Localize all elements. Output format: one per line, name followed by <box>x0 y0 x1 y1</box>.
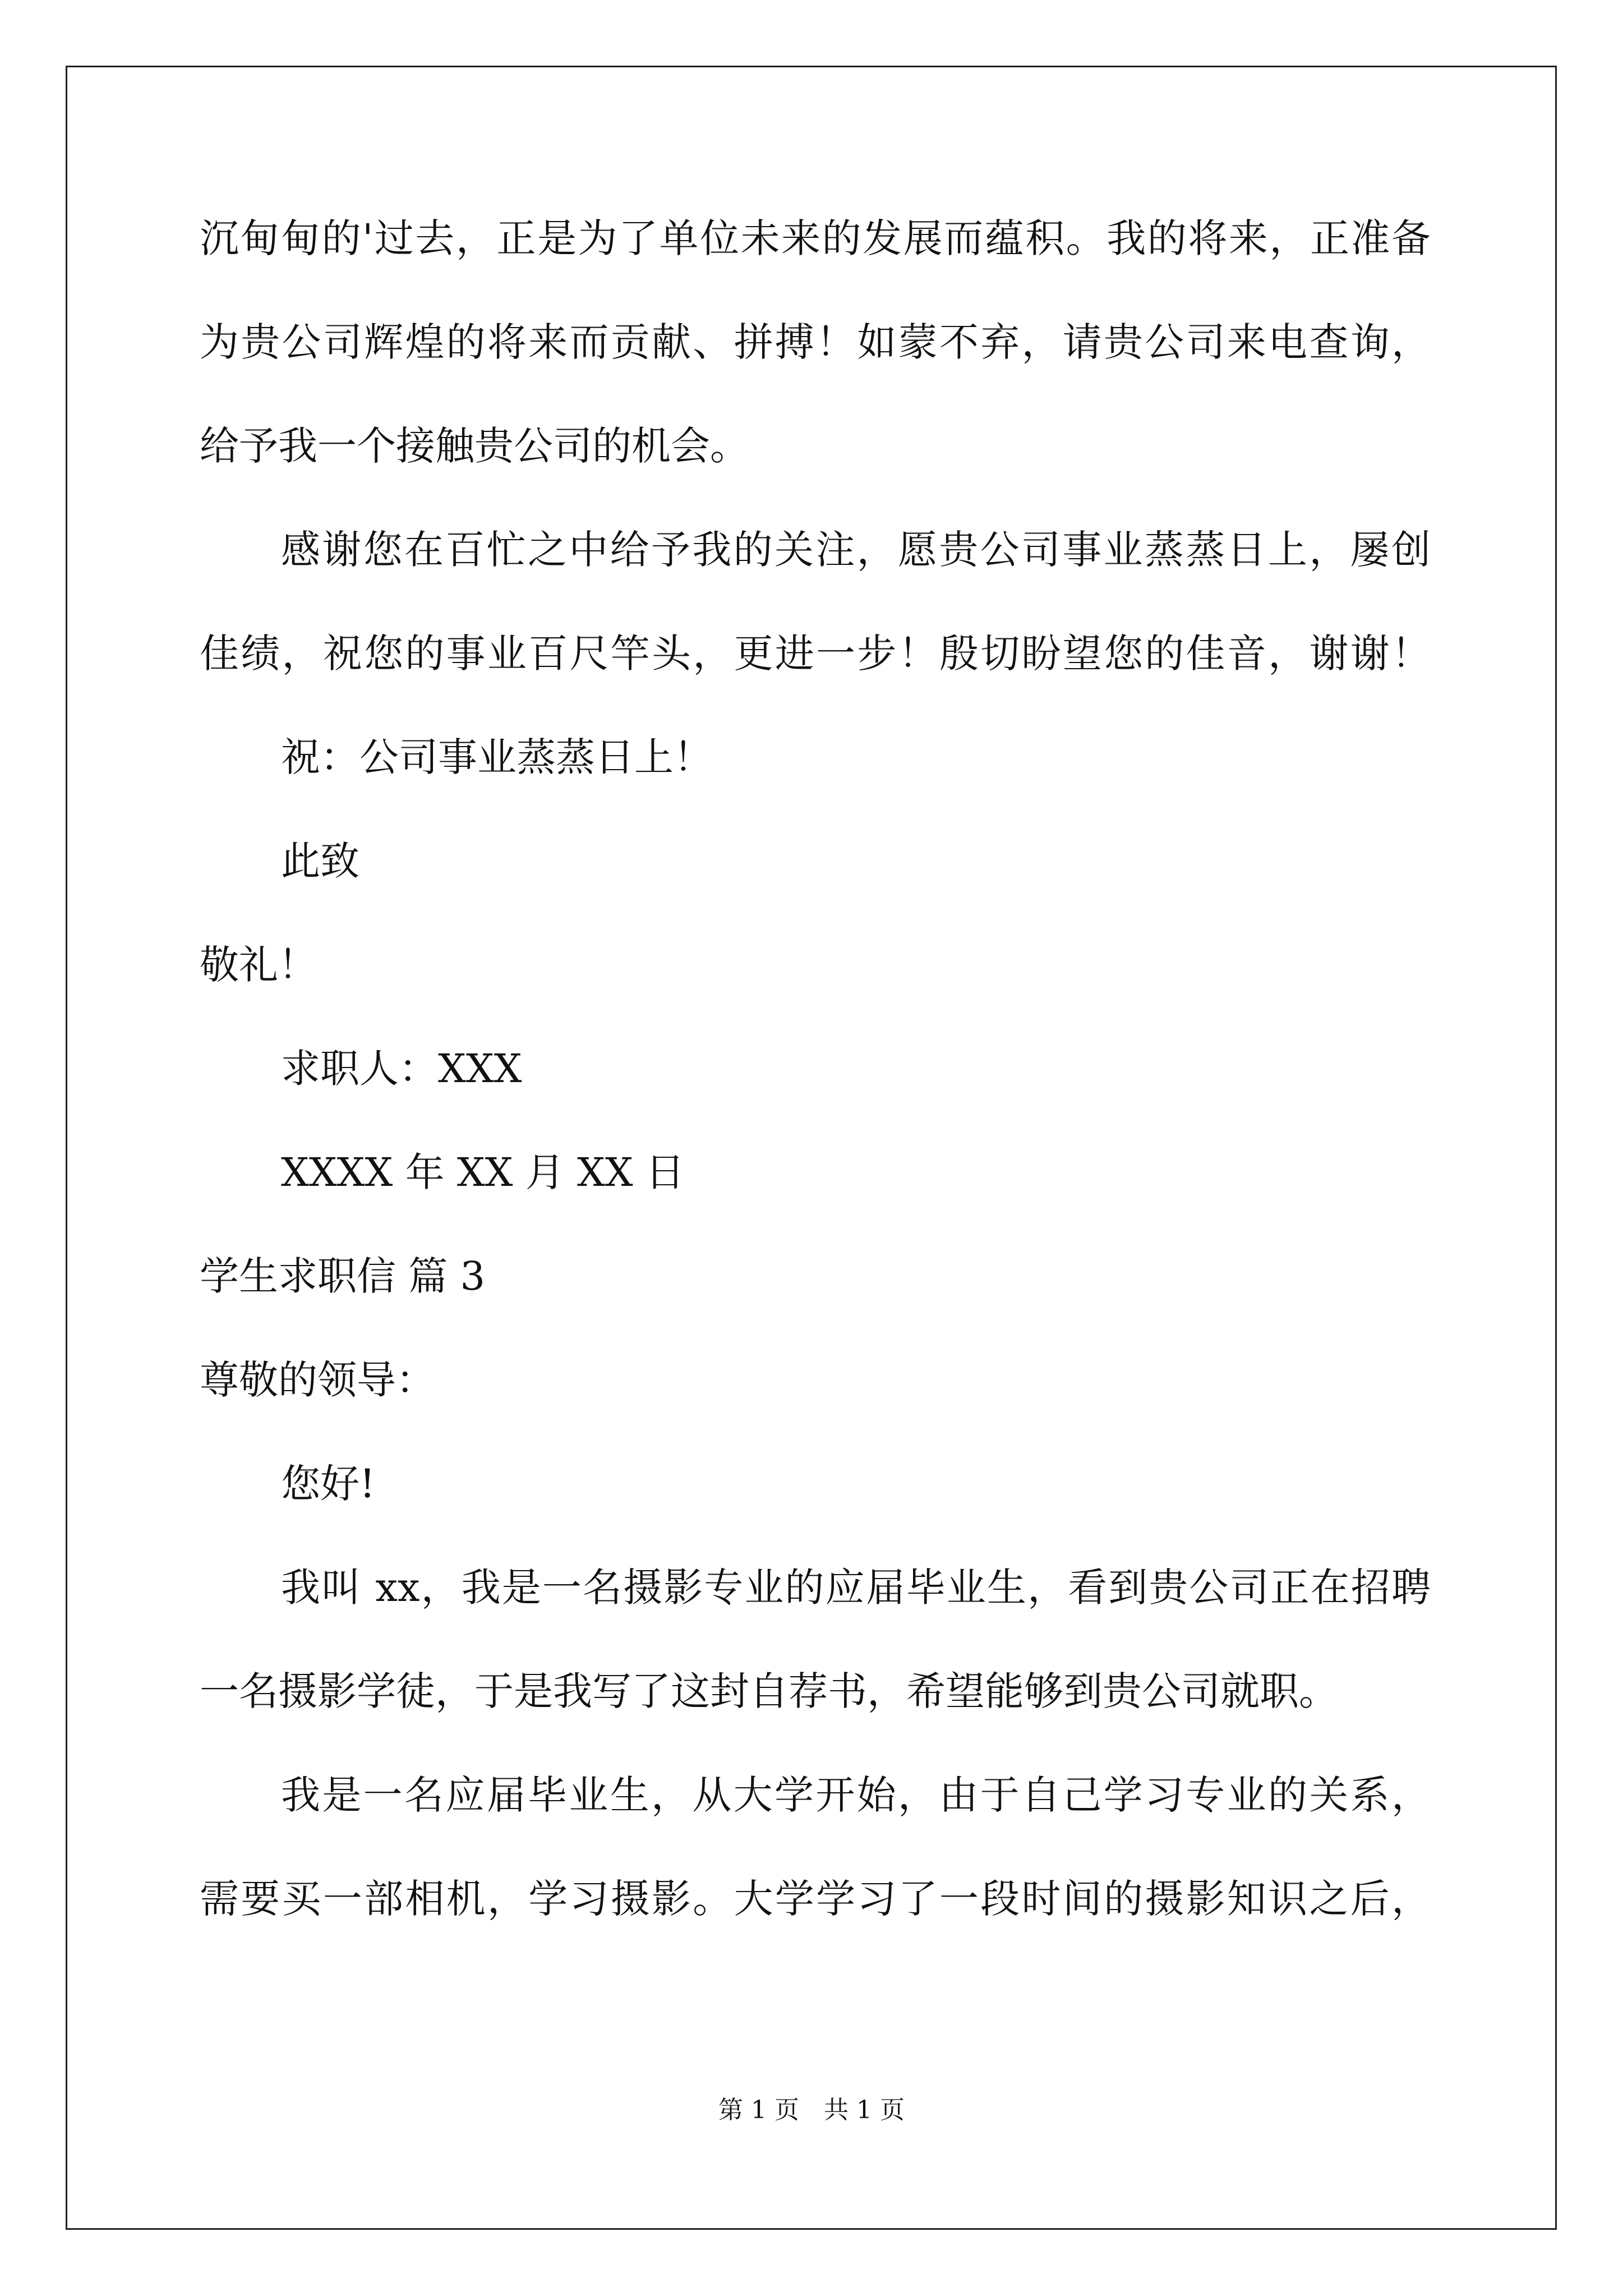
text-line: 我叫 xx，我是一名摄影专业的应届毕业生，看到贵公司正在招聘 <box>281 1565 1431 1611</box>
text-line: 佳绩，祝您的事业百尺竿头，更进一步！殷切盼望您的佳音，谢谢！ <box>200 631 1431 677</box>
text-line: 敬礼！ <box>200 942 317 988</box>
text-line: 一名摄影学徒，于是我写了这封自荐书，希望能够到贵公司就职。 <box>200 1668 1338 1714</box>
text-line: 尊敬的领导： <box>200 1357 435 1403</box>
text-line: 求职人：XXX <box>281 1046 522 1092</box>
text-line: 需要买一部相机，学习摄影。大学学习了一段时间的摄影知识之后， <box>200 1876 1431 1922</box>
page-footer: 第 1 页 共 1 页 <box>718 2096 905 2124</box>
text-line: 为贵公司辉煌的将来而贡献、拼搏！如蒙不弃，请贵公司来电查询， <box>200 319 1431 365</box>
text-line: 此致 <box>281 838 359 884</box>
text-line: 感谢您在百忙之中给予我的关注，愿贵公司事业蒸蒸日上，屡创 <box>281 527 1431 573</box>
text-line: XXXX 年 XX 月 XX 日 <box>281 1149 685 1195</box>
text-line: 沉甸甸的'过去，正是为了单位未来的发展而蕴积。我的将来，正准备 <box>200 215 1431 261</box>
section-heading: 学生求职信 篇 3 <box>200 1253 486 1299</box>
text-line: 您好! <box>281 1461 376 1507</box>
text-line: 给予我一个接触贵公司的机会。 <box>200 423 749 469</box>
text-line: 祝：公司事业蒸蒸日上！ <box>281 734 713 780</box>
text-line: 我是一名应届毕业生，从大学开始，由于自己学习专业的关系， <box>281 1772 1431 1818</box>
